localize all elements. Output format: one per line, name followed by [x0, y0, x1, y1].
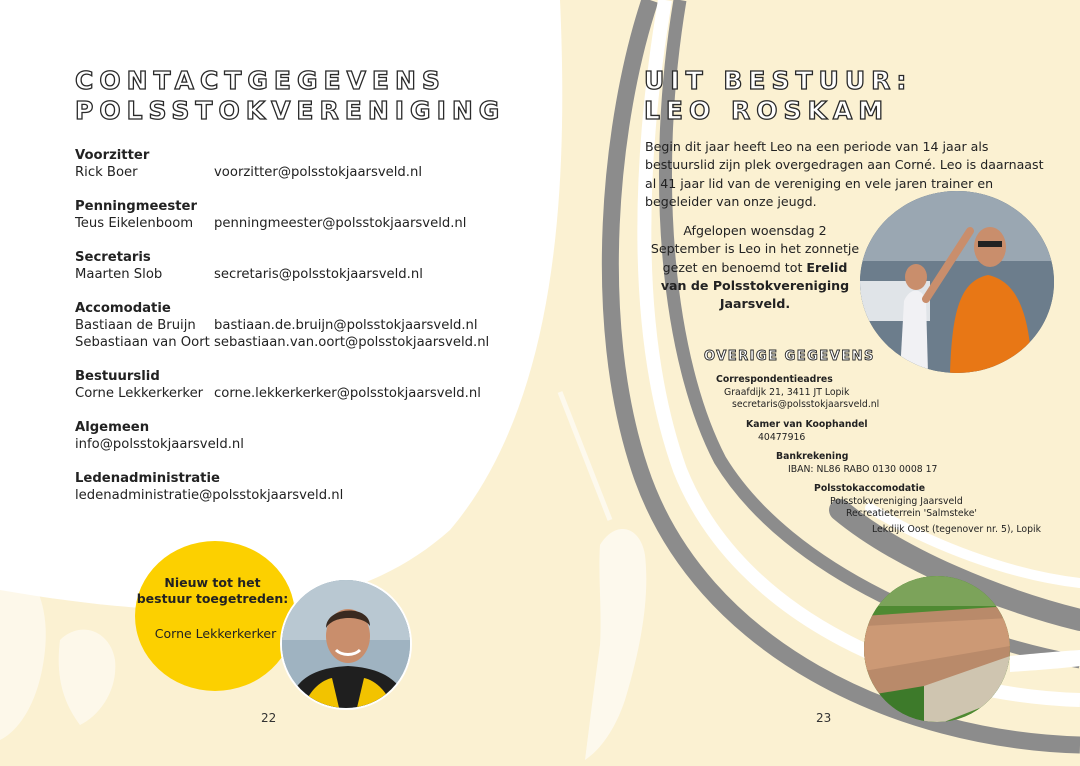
- contact-email[interactable]: ledenadministratie@polsstokjaarsveld.nl: [75, 488, 344, 503]
- title-line-2: POLSSTOKVERENIGING: [75, 96, 506, 125]
- contact-role: Voorzitter: [75, 148, 150, 163]
- event-field-photo: [864, 576, 1010, 722]
- overige-gegevens-title: OVERIGE GEGEVENS: [704, 349, 875, 364]
- bank-label: Bankrekening: [776, 451, 849, 462]
- contact-section-algemeen: [75, 419, 495, 453]
- title-line-2: LEO ROSKAM: [644, 96, 890, 125]
- contact-email[interactable]: secretaris@polsstokjaarsveld.nl: [214, 267, 423, 282]
- kvk-label: Kamer van Koophandel: [746, 419, 868, 430]
- contact-section-voorzitter: [75, 147, 495, 181]
- new-member-name: Corne Lekkerkerker: [154, 626, 277, 641]
- kvk-block: [746, 419, 868, 444]
- contact-role: Algemeen: [75, 420, 150, 435]
- correspondence-label: Correspondentieadres: [716, 374, 833, 385]
- contact-role: Ledenadministratie: [75, 471, 220, 486]
- contact-email[interactable]: info@polsstokjaarsveld.nl: [75, 437, 244, 452]
- contact-name: Corne Lekkerkerker: [75, 386, 204, 401]
- new-member-badge: [135, 541, 295, 691]
- contact-row: [75, 164, 495, 181]
- contact-name: Bastiaan de Bruijn: [75, 318, 196, 333]
- contact-email[interactable]: voorzitter@polsstokjaarsveld.nl: [214, 165, 423, 180]
- contact-row: [75, 215, 495, 232]
- contact-email[interactable]: corne.lekkerkerker@polsstokjaarsveld.nl: [214, 386, 481, 401]
- contact-role: Secretaris: [75, 250, 151, 265]
- contact-list: [75, 147, 495, 521]
- accommodation-block: [814, 483, 977, 521]
- crowd-field-illustration: [864, 576, 1010, 722]
- contact-section-bestuurslid: [75, 368, 495, 402]
- contact-row: [75, 317, 495, 334]
- right-page-title: [644, 66, 912, 126]
- accommodation-line-2: Recreatieterrein 'Salmsteke': [846, 508, 977, 519]
- contact-row: [75, 334, 495, 351]
- title-line-1: UIT BESTUUR:: [644, 66, 913, 95]
- contact-email[interactable]: bastiaan.de.bruijn@polsstokjaarsveld.nl: [214, 318, 478, 333]
- contact-section-accomodatie: [75, 300, 495, 351]
- new-member-photo: [280, 578, 412, 710]
- correspondence-line-2[interactable]: secretaris@polsstokjaarsveld.nl: [732, 399, 880, 410]
- bank-value: IBAN: NL86 RABO 0130 0008 17: [788, 463, 938, 475]
- contact-row: [75, 385, 495, 402]
- contact-section-secretaris: [75, 249, 495, 283]
- contact-name: Teus Eikelenboom: [75, 216, 194, 231]
- contact-role: Bestuurslid: [75, 369, 160, 384]
- contact-section-ledenadministratie: [75, 470, 495, 504]
- bank-block: [776, 451, 937, 476]
- article-paragraph-2: [650, 222, 860, 313]
- contact-name: Sebastiaan van Oort: [75, 335, 210, 350]
- contact-email[interactable]: sebastiaan.van.oort@polsstokjaarsveld.nl: [214, 335, 490, 350]
- correspondence-block: [716, 374, 879, 412]
- left-page-title: [75, 66, 505, 126]
- accommodation-label: Polsstokaccomodatie: [814, 483, 926, 494]
- paragraph-2-bold: Erelid van de Polsstokvereniging Jaarsveld.: [660, 259, 850, 312]
- contact-row: [75, 266, 495, 283]
- paragraph-2-intro: Afgelopen woensdag 2 September is Leo in het zonnetje gezet en benoemd tot: [650, 223, 860, 275]
- correspondence-line-1: Graafdijk 21, 3411 JT Lopik: [724, 386, 850, 398]
- award-scene-illustration: [860, 191, 1054, 373]
- page-number-right: 23: [816, 711, 832, 725]
- contact-name: Maarten Slob: [75, 267, 163, 282]
- accommodation-line-1: Polsstokvereniging Jaarsveld: [830, 495, 963, 507]
- contact-role: Penningmeester: [75, 199, 197, 214]
- new-member-heading: Nieuw tot het bestuur toegetreden:: [136, 575, 289, 606]
- contact-name: Rick Boer: [75, 165, 138, 180]
- accommodation-line-3: Lekdijk Oost (tegenover nr. 5), Lopik: [872, 524, 1041, 535]
- portrait-illustration: [282, 580, 412, 710]
- kvk-value: 40477916: [758, 431, 806, 443]
- page-number-left: 22: [261, 711, 277, 725]
- article-paragraph-1: Begin dit jaar heeft Leo na een periode van 14 jaar als bestuurslid zijn plek overgedragen aan Corné. Leo is daarnaast al 41 jaar lid van de vereniging en vele jaren trainer en begeleider van onze jeugd.: [645, 139, 1044, 209]
- title-line-1: CONTACTGEGEVENS: [75, 66, 446, 95]
- leo-roskam-photo: [860, 191, 1054, 373]
- contact-role: Accomodatie: [75, 301, 171, 316]
- contact-section-penningmeester: [75, 198, 495, 232]
- contact-email[interactable]: penningmeester@polsstokjaarsveld.nl: [214, 216, 467, 231]
